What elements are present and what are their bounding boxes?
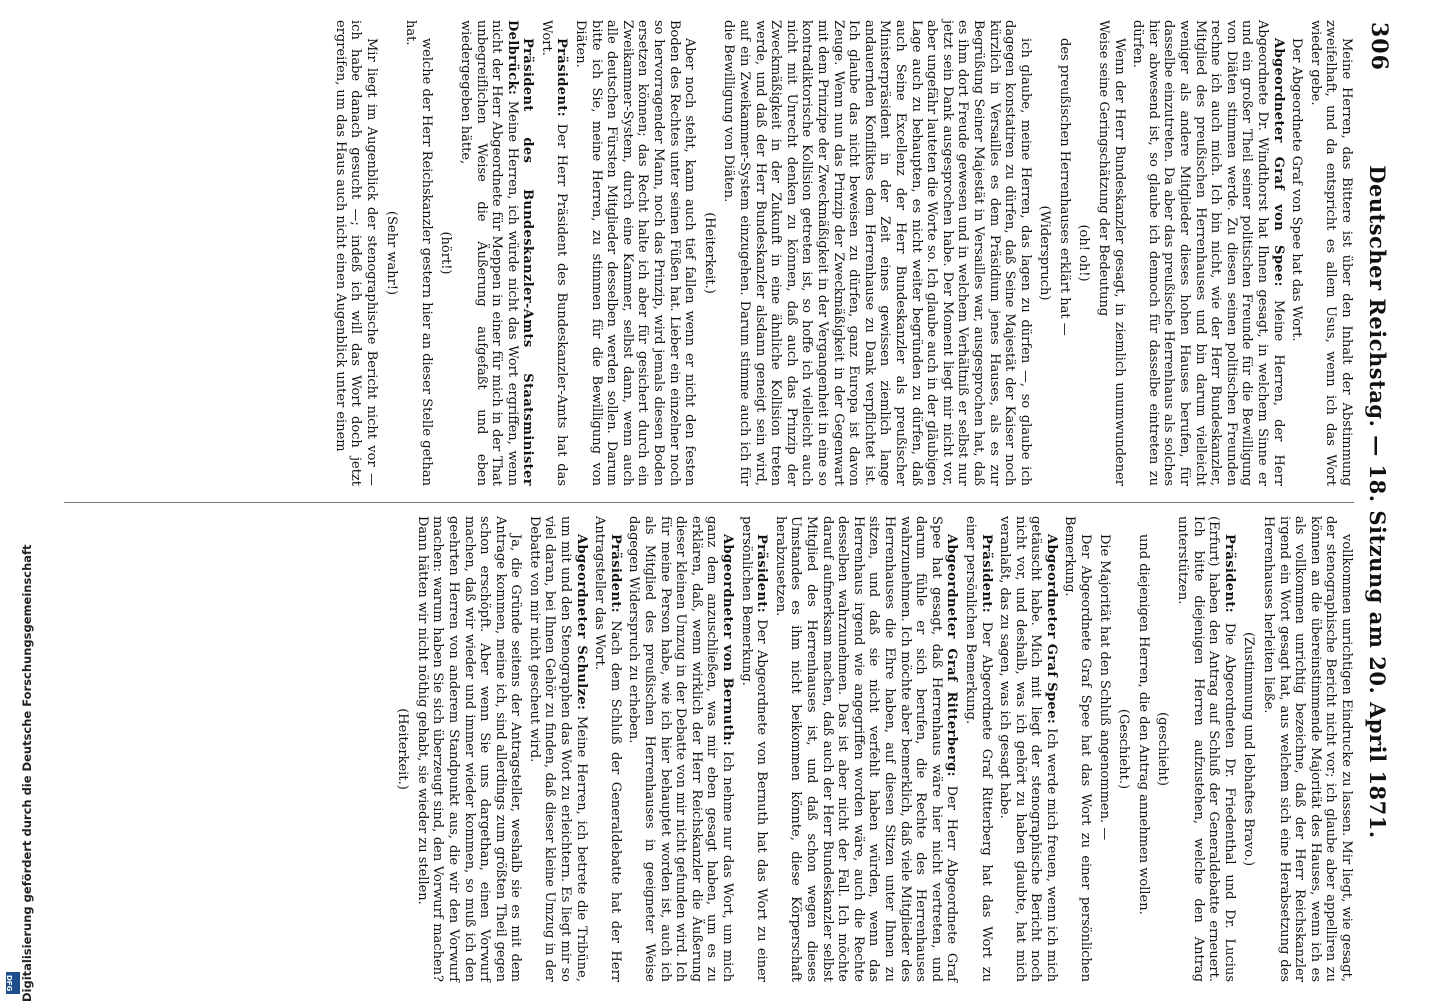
interjection: (Heiterkeit.) (701, 212, 717, 294)
paragraph (457, 20, 535, 486)
paragraph (1130, 20, 1286, 486)
column-divider (64, 502, 1354, 503)
speech-text: Ich werde mich freuen, wenn ich mich getäuscht habe. Mich mit liegt der stenographische Bericht noch nicht vor, und deshalb, was ich gehört zu haben glaubte, hat mich veranlaßt, das zu sagen, was ich gesagt habe. (997, 516, 1059, 982)
paragraph (738, 516, 769, 982)
interjection: (Widerspruch) (1037, 205, 1053, 301)
interjection: (Zustimmung und lebhaftes Bravo.) (1241, 631, 1257, 867)
speech-text: Der Abgeordnete von Bernuth hat das Wort zu einer persönlichen Bemerkung. (738, 516, 770, 982)
interjection: (hört!) (438, 231, 454, 275)
speaker-name: Präsident: (978, 534, 994, 613)
speech-text: Der Herr Präsident des Bundeskanzler-Amts hat das Wort. (538, 20, 570, 486)
scanned-page (36, 16, 1396, 988)
paragraph: Ja, die Gründe seitens der Antragsteller, weshalb sie es mit dem Antrage kommen, meine ich, sind allerdings zum größten Theil gegen schon erschöpft. Aber wenn Sie uns dargethan, einen Vorwurf machen, daß wir wieder und immer wieder kommen, so muß ich den geehrten Herren von anderem Standpunkt aus, die wir den Vorwurf machen: warum haben Sie sich überzeugt sind, den Vorwurf machen? Dann hätten wir nicht nöthig gehabt, sie wieder zu stellen. (414, 516, 524, 982)
paragraph (962, 516, 993, 982)
paragraph (592, 516, 623, 982)
paragraph: Der Abgeordnete Graf Spee hat das Wort zu einer persönlichen Bemerkung. (1062, 516, 1094, 982)
paragraph (626, 516, 735, 982)
dfg-logo: DFG (6, 972, 20, 994)
paragraph: des preußischen Herrenhauses erklärt hat — (1056, 38, 1072, 336)
paragraph (997, 516, 1059, 982)
paragraph: Mir liegt im Augenblick der stenographische Bericht nicht vor — ich habe danach gesucht —; indeß ich will das Wort doch jetzt ergreifen, um das Haus auch nicht einen Augenblick unter einem (332, 20, 379, 486)
paragraph (772, 516, 959, 982)
paragraph: welche der Herr Reichskanzler gestern hier an dieser Stelle gethan hat. (403, 20, 434, 486)
digitization-note: Digitalisierung gefördert durch die Deutsche Forschungsgemeinschaft (20, 544, 34, 1002)
paragraph: Die Majorität hat den Schluß angenommen. — (1096, 534, 1112, 841)
paragraph (526, 516, 588, 982)
paragraph: ich glaube, meine Herren, das lagen zu dürfen —, so glaube ich dagegen konstatiren zu dürfen, daß Seine Majestät der Kaiser noch kürzlich in Versailles es dem Präsidium jenes Hauses, als es zur Begrüßung Seiner Majestät in Versailles war, ausgesprochen hat, daß es ihm dort Freude gewesen und in welchem Verhältniß er selbst nur jetzt sein Dank ausgesprochen habe. Der Moment liegt mir nicht vor, aber ungefähr lauteten die Worte so. Ich glaube auch in der gläubigen Lage auch zu behaupten, es nicht weiter begründen zu dürfen, daß auch Seine Excellenz der Herr Bundeskanzler als preußischer Ministerpräsident in der Zeit eines gewissen ziemlich lange andauernden Konfliktes dem Herrenhause zu Dank verpflichtet ist. Ich glaube das nicht beweisen zu dürfen, ganz Europa ist davon Zeuge. Wenn nun das Prinzip der Zweckmäßigkeit in der Gegenwart mit dem Prinzipe der Zweckmäßigkeit in der Vergangenheit in eine so kontradiktorische Kollision getreten ist, so hoffe ich vielleicht auch nicht mit Unrecht denken zu können, daß auch das Prinzip der Zweckmäßigkeit in der Zukunft in eine ähnliche Kollision treten werde, und daß der Herr Bundeskanzler alsdann geneigt sein wird, auf ein Zweikammer-System einzugehen. Darum stimme auch ich für die Bewilligung von Diäten. (721, 20, 1033, 486)
speaker-name: Abgeordneter Graf Spee: (1043, 534, 1059, 725)
speaker-name: Präsident: (754, 534, 770, 613)
speaker-name: Präsident: (607, 534, 623, 613)
left-column (54, 20, 1354, 486)
paragraph (1174, 516, 1236, 982)
running-head: Deutscher Reichstag. — 18. Sitzung am 20. April 1871. (1365, 165, 1390, 839)
paragraph (538, 20, 569, 486)
page-number: 306 (1366, 22, 1392, 71)
paragraph: Wenn der Herr Bundeskanzler gesagt, in ziemlich unumwundener Weise seine Geringschätzung der Bedeutung (1096, 20, 1127, 486)
interjection: (Heiterkeit.) (395, 708, 411, 790)
paragraph: und diejenigen Herren, die den Antrag annehmen wollen. (1135, 534, 1151, 915)
speaker-name: Präsident: (1221, 534, 1237, 613)
right-column (54, 516, 1354, 982)
speech-text: Meine Herren, der Herr Abgeordnete Dr. Windthorst hat Ihnen gesagt, in welchem Sinne er und ein großer Theil seiner politischen Freunde für die Bewilligung von Diäten stimmen werde. Zu diesen seinen politischen Freunden rechne ich auch mich. Ich bin nicht, wie der Herr Bundeskanzler, Mitglied des preußischen Herrenhauses und bin darum vielleicht weniger als andere Mitglieder dieses hohen Hauses berufen, für dasselbe einzutreten. Da aber das preußische Herrenhaus als solches hier abwesend ist, so glaube ich dennoch für dasselbe eintreten zu dürfen. (1130, 20, 1286, 486)
interjection: (oh! oh!) (1076, 224, 1092, 282)
speaker-name: Abgeordneter Graf Ritterberg: (944, 534, 960, 777)
interjection: (Sehr wahr!) (383, 210, 399, 296)
speech-text: Ich nehme nur das Wort, um mich ganz dem anzuschließen, was mir eben gesagt haben, um es zu erklären, daß, wenn wirklich der Herr Reichskanzler die Äußerung dieser kleinen Umzug in der Debatte von mir nicht gefunden wird. Ich für meine Person habe, wie ich hier behauptet worden ist, auch ich als Mitglied des preußischen Herrenhauses in geeigneter Weise dagegen Widerspruch zu erheben. (626, 516, 736, 982)
paragraph: Meine Herren, das Bittere ist über den Inhalt der Abstimmung zweifelhaft, und da entspricht es allem Usus, wenn ich das Wort wieder gebe. (1307, 20, 1354, 486)
speaker-name: Präsident: (554, 38, 570, 117)
speaker-name: Präsident des Bundeskanzler-Amts Staatsminister Delbrück: (504, 20, 536, 486)
interjection: (Geschieht.) (1116, 708, 1132, 790)
speech-text: Meine Herren, ich betrete die Tribüne, um mit und den Stenographen das Wort zu erleichtern. Es liegt mir so viel daran, bei Ihnen Gehör zu finden, daß dieser kleine Umzug in der Debatte von mir nicht gescheut wird. (526, 516, 589, 983)
speech-text: Der Abgeordnete Graf Ritterberg hat das Wort zu einer persönlichen Bemerkung. (962, 516, 994, 982)
interjection: (geschieht) (1155, 712, 1171, 786)
paragraph: Aber noch steht, kann auch tief fallen wenn er nicht den festen Boden des Rechtes unter seinen Füßen hat. Lieber ein einzelner noch so hervorragender Mann, noch das Prinzip, wird jemals diesen Boden ersetzen können; das Recht halte ich aber für gesichert durch ein Zweikammer-System, durch eine Kammer, selbst dann, wenn auch alle deutschen Fürsten Mitglieder desselben werden sollen. Darum bitte ich Sie, meine Herren, zu stimmen für die Bewilligung von Diäten. (573, 20, 698, 486)
paragraph: vollkommen unrichtigen Eindrucke zu lassen. Mir liegt, wie gesagt, der stenographische Bericht nicht vor; ich glaube aber appelliren zu können an die übereinstimmende Majorität des Hauses, wenn ich es als vollkommen unrichtig bezeichne, daß der Herr Reichskanzler irgend ein Wort gesagt hat, aus welchem sich eine Herabsetzung des Herrenhauses herleiten ließe. (1261, 516, 1354, 982)
digitization-footer (2, 14, 34, 1002)
speaker-name: Abgeordneter Graf von Spee: (1270, 38, 1286, 287)
paragraph: Der Abgeordnete Graf von Spee hat das Wort. (1289, 38, 1305, 342)
speech-text: Nach dem Schluß der Generaldebatte hat der Herr Antragsteller das Wort. (592, 516, 623, 982)
speech-text: Der Herr Abgeordnete Graf Spee hat gesagt, daß Herrenhaus wäre hier nicht vertreten, und darum fühle er sich berufen, die Rechte des Herrenhauses wahrzunehmen. Ich möchte aber bemerklich, daß viele Mitglieder des Herrenhauses die Ehre haben, auf diesen Sitzen unter Ihnen zu sitzen, und daß sie nicht verfehlt haben würden, wenn das Herrenhaus irgend wie angegriffen worden wäre, auch die Rechte desselben wahrzunehmen. Das ist aber nicht der Fall. Ich möchte darauf aufmerksam machen, daß auch der Herr Bundeskanzler selbst Mitglied des Herrenhauses ist, und daß schon wegen dieses Umstandes es ihm nicht beikommen könnte, diese Körperschaft herabzusetzen. (772, 516, 960, 982)
speaker-name: Abgeordneter von Bernuth: (720, 534, 736, 747)
page-header (1362, 16, 1396, 988)
speech-text: Die Abgeordneten Dr. Friedenthal und Dr. Lucius (Erfurt) haben den Antrag auf Schluß der Generaldebatte erneuert. Ich bitte diejenigen Herren aufzustehen, welche den Antrag unterstützen. (1175, 516, 1237, 982)
speech-text: Meine Herren, ich würde nicht das Wort ergriffen, wenn nicht der Herr Abgeordnete für Meppen in einer für mich in der That unbegreiflichen Weise die Äußerung aufgefaßt und eben wiedergegeben hätte, (457, 20, 520, 486)
speaker-name: Abgeordneter Schulze: (573, 534, 589, 711)
